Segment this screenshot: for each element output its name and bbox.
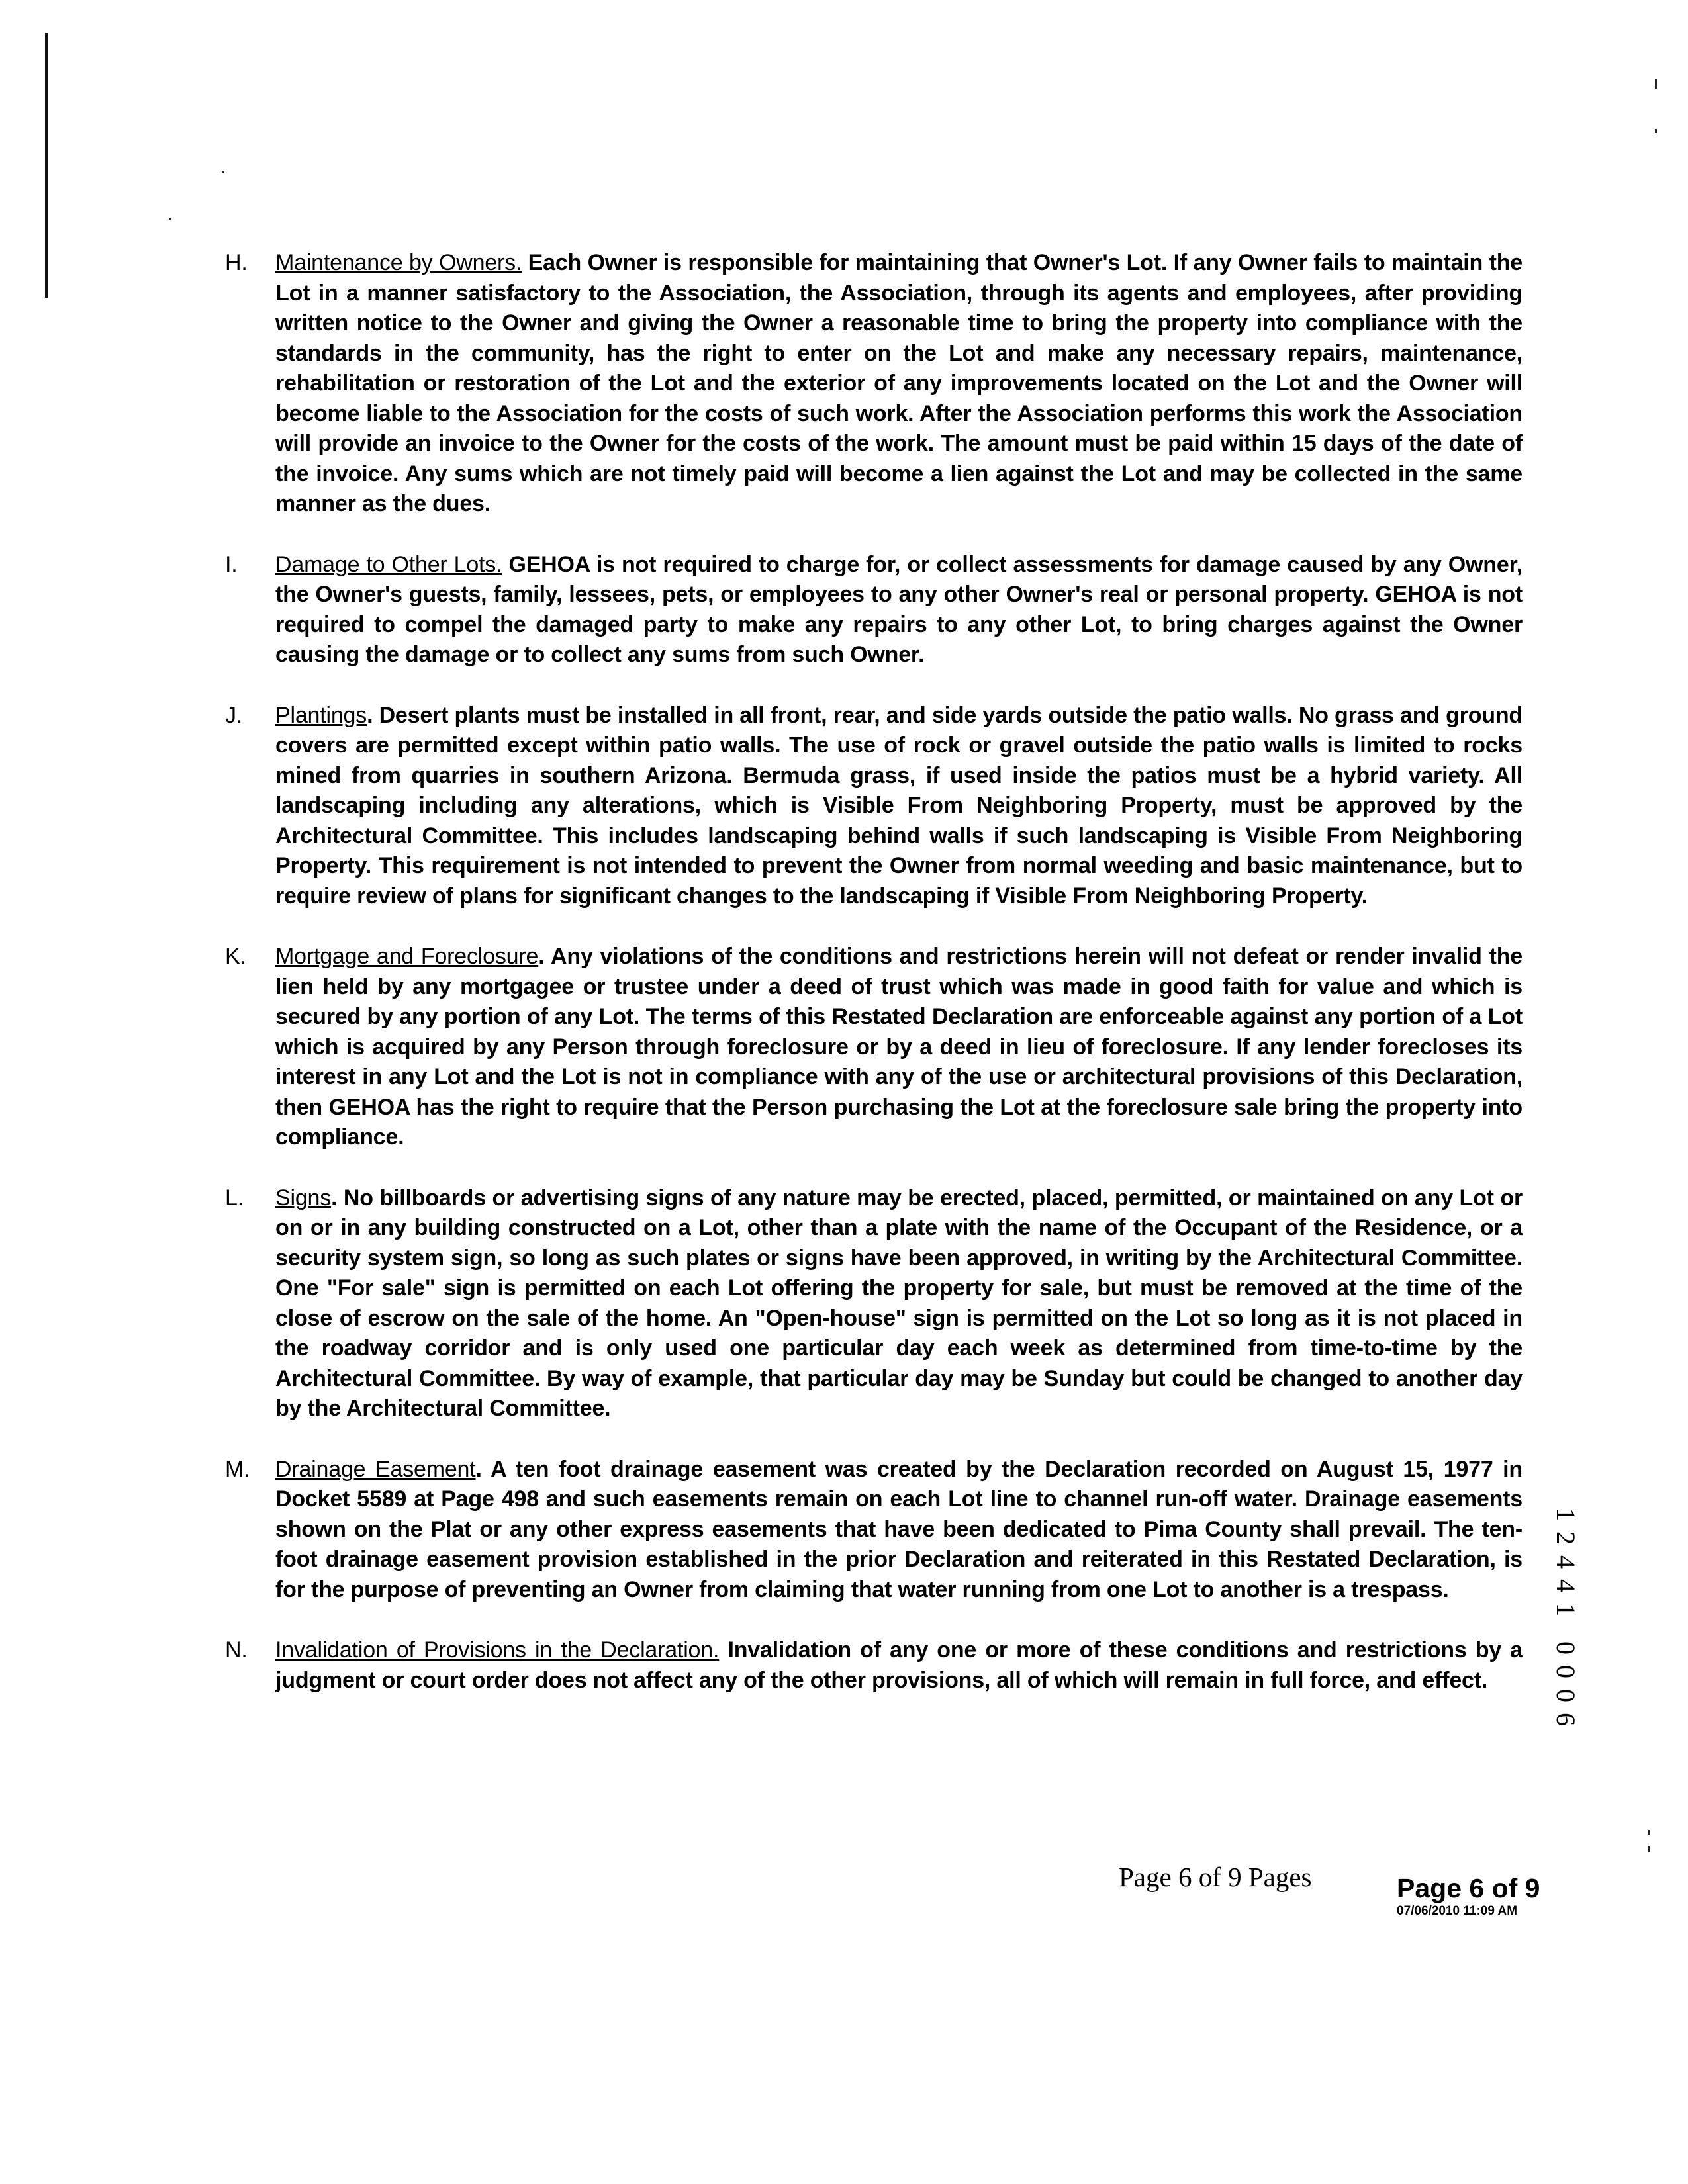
recording-digit: 2 [1551,1531,1581,1545]
section-heading: Plantings [275,702,367,728]
section-letter: K. [225,944,246,969]
section-body: . Any violations of the conditions and restrictions herein will not defeat or render invalid the lien held by any mortgagee or trustee under a deed of trust which was made in good faith for value and which is secured by any portion of any Lot. The terms of this Restated Declaration are enforceable against any portion of a Lot which is acquired by any Person through foreclosure or by a deed in lieu of foreclosure. If any lender forecloses its interest in any Lot and the Lot is not in compliance with any of the use or architectural provisions of this Declaration, then GEHOA has the right to require that the Person purchasing the Lot at the foreclosure sale bring the property into compliance. [275,944,1523,1150]
section-h [225,248,1523,520]
section-body: . Desert plants must be installed in all front, rear, and side yards outside the patio walls. No grass and ground covers are permitted except within patio walls. The use of rock or gravel outside the patio walls is limited to rocks mined from quarries in southern Arizona. Bermuda grass, if used inside the patios must be a hybrid variety. All landscaping including any alterations, which is Visible From Neighboring Property, must be approved by the Architectural Committee. This includes landscaping behind walls if such landscaping is Visible From Neighboring Property. This requirement is not intended to prevent the Owner from normal weeding and basic maintenance, but to require review of plans for significant changes to the landscaping if Visible From Neighboring Property. [275,702,1523,909]
section-letter: I. [225,551,238,577]
section-body: Invalidation of any one or more of these conditions and restrictions by a judgment or court order does not affect any of the other provisions, all of which will remain in full force, and effect. [275,1637,1523,1693]
scan-speck [1648,1846,1650,1852]
section-body: . No billboards or advertising signs of any nature may be erected, placed, permitted, or maintained on any Lot or on or in any building constructed on a Lot, other than a plate with the name of the Occupant of the Residence, or a security system sign, so long as such plates or signs have been approved, in writing by the Architectural Committee. One "For sale" sign is permitted on each Lot offering the property for sale, but must be removed at the time of the close of escrow on the sale of the home. An "Open-house" sign is permitted on the Lot so long as it is not placed in the roadway corridor and is only used one particular day each week as determined from time-to-time by the Architectural Committee. By way of example, that particular day may be Sunday but could be changed to another day by the Architectural Committee. [275,1185,1523,1421]
footer-page-stamp [1397,1873,1540,1919]
section-j [225,701,1523,912]
section-letter: J. [225,702,243,728]
section-heading: Signs [275,1185,332,1210]
recording-digit: 0 [1551,1641,1581,1655]
section-letter: M. [225,1456,250,1482]
section-heading: Mortgage and Foreclosure [275,944,539,969]
section-heading: Drainage Easement [275,1456,476,1482]
section-body: GEHOA is not required to charge for, or collect assessments for damage caused by any Owner, the Owner's guests, family, lessees, pets, or employees to any other Owner's real or personal property. GEHOA is not required to compel the damaged party to make any repairs to any other Lot, to bring charges against the Owner causing the damage or to collect any sums from such Owner. [275,551,1523,667]
recording-digit: 0 [1551,1665,1581,1678]
section-l [225,1183,1523,1424]
section-heading: Damage to Other Lots. [275,551,502,577]
scan-margin-line [45,33,48,298]
declaration-sections [225,248,1523,1726]
page-count-label: Page 6 of 9 Pages [1119,1862,1312,1892]
section-body: Each Owner is responsible for maintaining that Owner's Lot. If any Owner fails to maintain the Lot in a manner satisfactory to the Association, the Association, through its agents and employees, after providing written notice to the Owner and giving the Owner a reasonable time to bring the property into compliance with the standards in the community, has the right to enter on the Lot and make any necessary repairs, maintenance, rehabilitation or restoration of the Lot and the exterior of any improvements located on the Lot and the Owner will become liable to the Association for the costs of such work. After the Association performs this work the Association will provide an invoice to the Owner for the costs of the work. The amount must be paid within 15 days of the date of the invoice. Any sums which are not timely paid will become a lien against the Lot and may be collected in the same manner as the dues. [275,250,1523,516]
scan-speck [222,171,224,173]
recording-digit: 1 [1551,1508,1581,1521]
recording-digit: 4 [1551,1579,1581,1592]
section-heading: Invalidation of Provisions in the Declaration. [275,1637,720,1662]
section-heading: Maintenance by Owners. [275,250,522,275]
scan-speck [1655,129,1657,133]
recording-digit: 0 [1551,1689,1581,1702]
section-m [225,1455,1523,1606]
section-n [225,1635,1523,1696]
scan-speck [1648,1830,1650,1835]
page-number: Page 6 of 9 [1397,1873,1540,1903]
scan-speck [169,218,171,220]
section-body: . A ten foot drainage easement was created by the Declaration recorded on August 15, 1977 in Docket 5589 at Page 498 and such easements remain on each Lot line to channel run-off water. Drainage easements shown on the Plat or any other express easements that have been dedicated to Pima County shall prevail. The ten-foot drainage easement provision established in the prior Declaration and reiterated in this Restated Declaration, is for the purpose of preventing an Owner from claiming that water running from one Lot to another is a trespass. [275,1456,1523,1602]
scan-speck [1655,79,1657,89]
recording-digit: 4 [1551,1555,1581,1569]
print-timestamp: 07/06/2010 11:09 AM [1397,1904,1518,1918]
section-letter: N. [225,1637,248,1662]
recording-number-stamp [1549,1502,1582,1731]
section-k [225,942,1523,1153]
recording-digit: 1 [1551,1603,1581,1616]
section-letter: L. [225,1185,244,1210]
section-letter: H. [225,250,248,275]
recording-digit: 6 [1551,1713,1581,1726]
section-i [225,550,1523,670]
